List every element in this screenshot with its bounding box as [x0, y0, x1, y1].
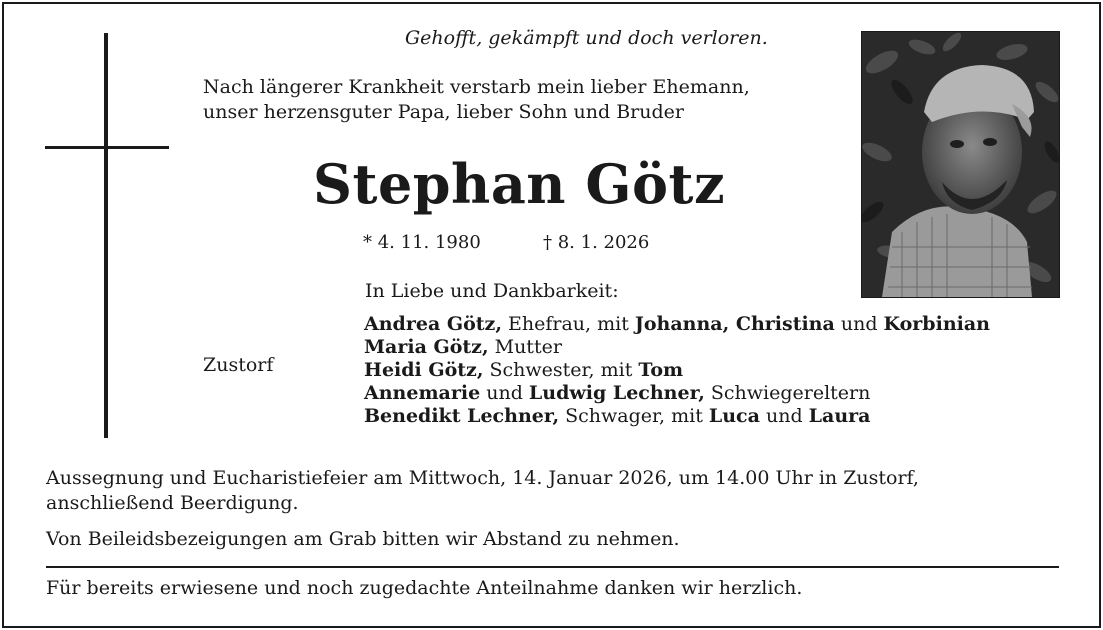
family-relation: und	[480, 382, 529, 404]
family-name: Korbinian	[883, 313, 990, 335]
family-name: Laura	[808, 405, 871, 427]
place-name: Zustorf	[203, 354, 274, 376]
motto: Gehofft, gekämpft und doch verloren.	[405, 27, 768, 49]
family-relation: Schwager, mit	[559, 405, 709, 427]
family-relation: und	[759, 405, 809, 427]
family-name: Luca	[708, 405, 760, 427]
family-row	[364, 313, 990, 336]
family-name: Tom	[638, 359, 684, 381]
family-name: Heidi Götz,	[364, 359, 484, 381]
family-relation: Schwiegereltern	[704, 382, 871, 404]
family-row	[364, 336, 990, 359]
family-name: Annemarie	[364, 382, 481, 404]
thanks-line: Für bereits erwiesene und noch zugedachte Anteilnahme danken wir herzlich.	[46, 577, 803, 599]
family-relation: Schwester, mit	[483, 359, 639, 381]
family-row	[364, 359, 990, 382]
portrait-photo	[861, 31, 1060, 298]
condolence-request: Von Beileidsbezeigungen am Grab bitten wir Abstand zu nehmen.	[46, 528, 680, 550]
family-relation: Mutter	[488, 336, 562, 358]
family-relation: Ehefrau, mit	[501, 313, 635, 335]
family-row	[364, 405, 990, 428]
deceased-name: Stephan Götz	[313, 152, 726, 216]
funeral-line-2: anschließend Beerdigung.	[46, 492, 299, 514]
family-name: Andrea Götz,	[364, 313, 502, 335]
death-date: † 8. 1. 2026	[543, 232, 650, 253]
family-name: Benedikt Lechner,	[364, 405, 560, 427]
birth-date: * 4. 11. 1980	[363, 232, 481, 253]
family-relation: und	[834, 313, 884, 335]
funeral-line-1: Aussegnung und Eucharistiefeier am Mittwoch, 14. Januar 2026, um 14.00 Uhr in Zustorf,	[46, 467, 919, 489]
family-name: Ludwig Lechner,	[528, 382, 705, 404]
cross-icon-vertical	[104, 33, 108, 438]
divider-line	[46, 566, 1059, 568]
intro-text	[203, 75, 750, 125]
portrait-image	[862, 32, 1059, 297]
family-list	[364, 313, 990, 428]
love-line: In Liebe und Dankbarkeit:	[365, 280, 619, 302]
family-name: Maria Götz,	[364, 336, 489, 358]
funeral-info	[46, 466, 1066, 516]
family-row	[364, 382, 990, 405]
intro-line-1: Nach längerer Krankheit verstarb mein lieber Ehemann,	[203, 76, 750, 98]
family-name: Johanna, Christina	[634, 313, 835, 335]
intro-line-2: unser herzensguter Papa, lieber Sohn und Bruder	[203, 101, 684, 123]
cross-icon-horizontal	[45, 146, 169, 149]
